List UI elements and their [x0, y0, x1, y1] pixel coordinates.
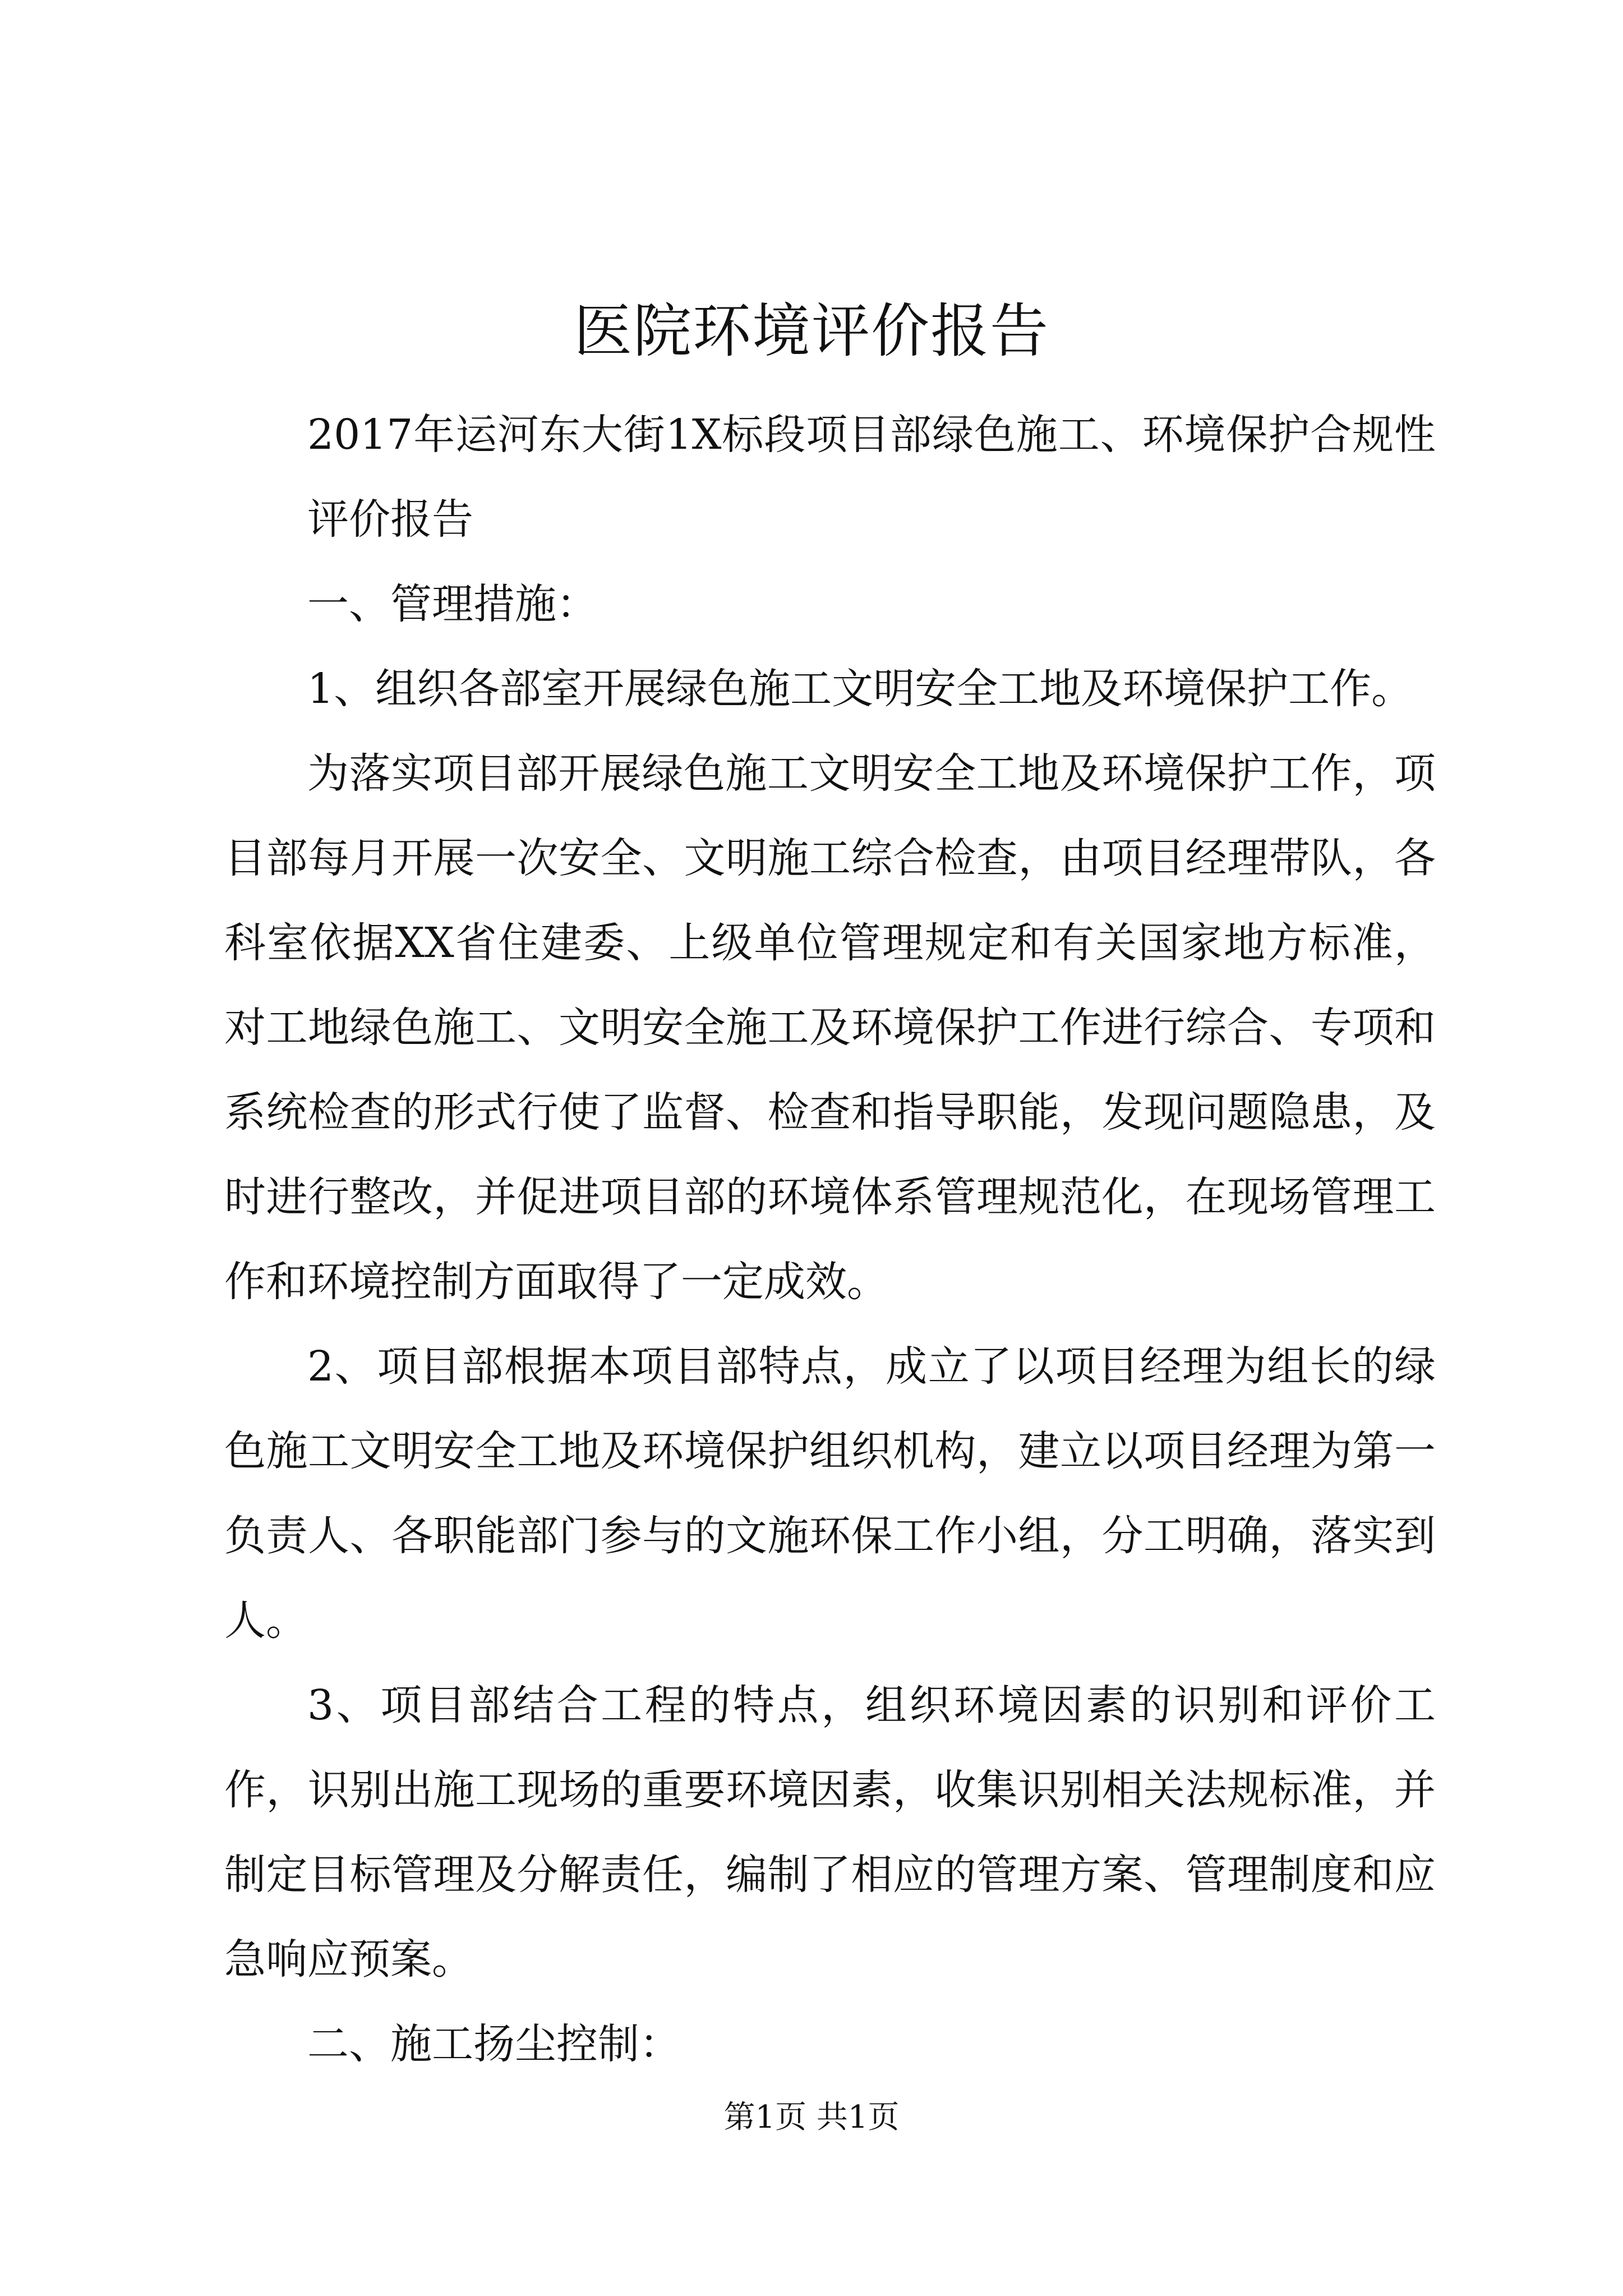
- item-1-heading: 1、组织各部室开展绿色施工文明安全工地及环境保护工作。: [307, 665, 1413, 713]
- section-heading-dust-control: 二、施工扬尘控制：: [307, 2020, 681, 2068]
- report-subtitle: 2017年运河东大街1X标段项目部绿色施工、环境保护合规性评价报告: [307, 411, 1436, 544]
- document-title: 医院环境评价报告: [573, 297, 1049, 365]
- item-2-paragraph: 2、项目部根据本项目部特点，成立了以项目经理为组长的绿色施工文明安全工地及环境保护组织机构，建立以项目经理为第一负责人、各职能部门参与的文施环保工作小组，分工明确，落实到人。: [224, 1342, 1436, 1645]
- page-footer: 第1页 共1页: [723, 2099, 900, 2136]
- document-body: [224, 393, 1436, 2087]
- section-heading-management: 一、管理措施：: [307, 580, 598, 628]
- item-3-paragraph: 3、项目部结合工程的特点，组织环境因素的识别和评价工作，识别出施工现场的重要环境因素，收集识别相关法规标准，并制定目标管理及分解责任，编制了相应的管理方案、管理制度和应急响应预案。: [224, 1681, 1436, 1984]
- item-1-body: 为落实项目部开展绿色施工文明安全工地及环境保护工作，项目部每月开展一次安全、文明施工综合检查，由项目经理带队，各科室依据XX省住建委、上级单位管理规定和有关国家地方标准，对工地绿色施工、文明安全施工及环境保护工作进行综合、专项和系统检查的形式行使了监督、检查和指导职能，发现问题隐患，及时进行整改，并促进项目部的环境体系管理规范化，在现场管理工作和环境控制方面取得了一定成效。: [224, 749, 1436, 1306]
